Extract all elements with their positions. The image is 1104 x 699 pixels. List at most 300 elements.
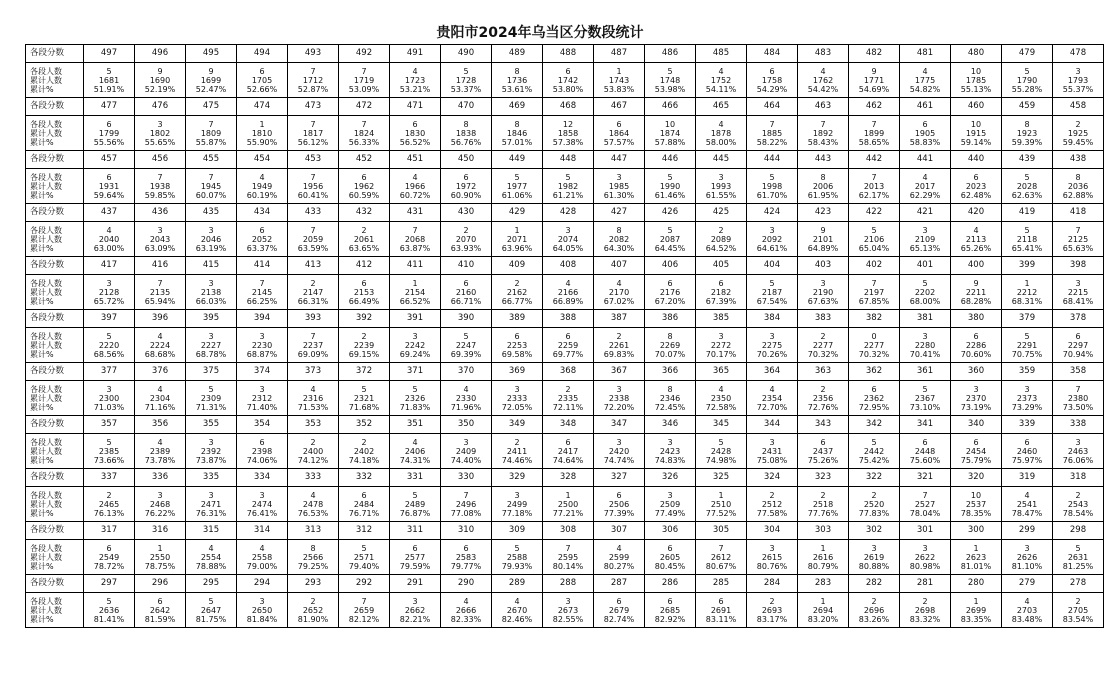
stats-cell bbox=[135, 222, 186, 257]
percent-value: 74.46% bbox=[501, 455, 533, 465]
count-value: 4 bbox=[922, 172, 928, 182]
cumulative-value: 2619 bbox=[863, 552, 885, 562]
count-value: 6 bbox=[769, 66, 775, 76]
stats-cell bbox=[849, 116, 900, 151]
stats-cell bbox=[1053, 381, 1104, 416]
count-value: 4 bbox=[157, 384, 163, 394]
stats-cell bbox=[135, 540, 186, 575]
count-value: 7 bbox=[208, 119, 214, 129]
percent-value: 79.40% bbox=[348, 561, 380, 571]
cumulative-value: 1892 bbox=[812, 128, 834, 138]
score-row-label: 各段分数 bbox=[26, 416, 84, 434]
stats-cell bbox=[849, 434, 900, 469]
cumulative-value: 2286 bbox=[965, 340, 987, 350]
stats-row bbox=[26, 116, 1104, 151]
cumulative-value: 2626 bbox=[1016, 552, 1038, 562]
cumulative-value: 1748 bbox=[659, 75, 681, 85]
cumulative-value: 2070 bbox=[455, 234, 477, 244]
percent-value: 79.93% bbox=[501, 561, 533, 571]
score-cell: 312 bbox=[339, 522, 390, 540]
score-cell: 403 bbox=[798, 257, 849, 275]
score-cell: 436 bbox=[135, 204, 186, 222]
stats-cell bbox=[951, 222, 1002, 257]
percent-value: 67.39% bbox=[705, 296, 737, 306]
count-value: 6 bbox=[259, 225, 265, 235]
count-value: 5 bbox=[208, 596, 214, 606]
stats-cell bbox=[900, 328, 951, 363]
score-cell: 284 bbox=[747, 575, 798, 593]
cumulative-value: 2652 bbox=[302, 605, 324, 615]
stats-cell bbox=[951, 116, 1002, 151]
count-value: 5 bbox=[1024, 66, 1030, 76]
cumulative-value: 1824 bbox=[353, 128, 375, 138]
count-value: 1 bbox=[412, 278, 418, 288]
score-cell: 392 bbox=[339, 310, 390, 328]
count-value: 3 bbox=[157, 225, 163, 235]
count-value: 3 bbox=[208, 331, 214, 341]
cumulative-value: 2145 bbox=[251, 287, 273, 297]
stats-cell bbox=[1002, 275, 1053, 310]
stats-cell bbox=[186, 169, 237, 204]
cumulative-value: 2068 bbox=[404, 234, 426, 244]
cumulative-value: 1705 bbox=[251, 75, 273, 85]
percent-value: 75.79% bbox=[960, 455, 992, 465]
percent-value: 75.97% bbox=[1011, 455, 1043, 465]
count-label: 各段人数 bbox=[30, 119, 62, 129]
count-value: 6 bbox=[463, 278, 469, 288]
percent-value: 73.29% bbox=[1011, 402, 1043, 412]
cumulative-value: 2694 bbox=[812, 605, 834, 615]
score-cell: 438 bbox=[1053, 151, 1104, 169]
stats-cell bbox=[594, 222, 645, 257]
cumulative-value: 2362 bbox=[863, 393, 885, 403]
count-value: 6 bbox=[361, 278, 367, 288]
cumulative-value: 1998 bbox=[761, 181, 783, 191]
score-cell: 296 bbox=[135, 575, 186, 593]
stats-cell bbox=[1002, 116, 1053, 151]
stats-cell bbox=[594, 63, 645, 98]
percent-value: 63.19% bbox=[195, 243, 227, 253]
score-cell: 474 bbox=[237, 98, 288, 116]
cumulative-value: 2253 bbox=[506, 340, 528, 350]
score-row-label: 各段分数 bbox=[26, 257, 84, 275]
count-value: 7 bbox=[871, 278, 877, 288]
count-value: 6 bbox=[667, 543, 673, 553]
score-cell: 381 bbox=[900, 310, 951, 328]
score-cell: 347 bbox=[594, 416, 645, 434]
score-cell: 418 bbox=[1053, 204, 1104, 222]
score-cell: 364 bbox=[747, 363, 798, 381]
percent-value: 74.31% bbox=[399, 455, 431, 465]
count-value: 6 bbox=[259, 437, 265, 447]
count-value: 2 bbox=[820, 490, 826, 500]
cumulative-value: 1878 bbox=[710, 128, 732, 138]
score-cell: 368 bbox=[543, 363, 594, 381]
score-cell: 370 bbox=[441, 363, 492, 381]
count-value: 1 bbox=[820, 596, 826, 606]
cumulative-value: 2061 bbox=[353, 234, 375, 244]
stats-cell bbox=[951, 434, 1002, 469]
stats-cell bbox=[543, 328, 594, 363]
score-cell: 321 bbox=[900, 469, 951, 487]
stats-cell bbox=[237, 328, 288, 363]
score-cell: 495 bbox=[186, 45, 237, 63]
percent-value: 75.42% bbox=[858, 455, 890, 465]
count-value: 5 bbox=[514, 543, 520, 553]
percent-value: 74.74% bbox=[603, 455, 635, 465]
count-value: 4 bbox=[157, 437, 163, 447]
count-value: 3 bbox=[616, 384, 622, 394]
percent-value: 72.58% bbox=[705, 402, 737, 412]
percent-value: 52.87% bbox=[297, 84, 329, 94]
cumulative-value: 2182 bbox=[710, 287, 732, 297]
cumulative-value: 2071 bbox=[506, 234, 528, 244]
cumulative-value: 2499 bbox=[506, 499, 528, 509]
stats-cell bbox=[441, 63, 492, 98]
count-value: 3 bbox=[769, 225, 775, 235]
page-title: 贵阳市2024年乌当区分数段统计 bbox=[436, 25, 644, 41]
score-row-label: 各段分数 bbox=[26, 98, 84, 116]
percent-value: 65.26% bbox=[960, 243, 992, 253]
score-header-row bbox=[26, 45, 1104, 63]
cumulative-value: 2474 bbox=[251, 499, 273, 509]
percent-value: 61.55% bbox=[705, 190, 737, 200]
score-cell: 440 bbox=[951, 151, 1002, 169]
percent-value: 71.40% bbox=[246, 402, 278, 412]
cumulative-label: 累计人数 bbox=[30, 128, 62, 138]
percent-value: 77.76% bbox=[807, 508, 839, 518]
count-value: 3 bbox=[922, 225, 928, 235]
cumulative-value: 2699 bbox=[965, 605, 987, 615]
stats-cell bbox=[492, 169, 543, 204]
percent-value: 63.37% bbox=[246, 243, 278, 253]
count-value: 6 bbox=[973, 331, 979, 341]
stats-cell bbox=[84, 116, 135, 151]
percent-value: 83.35% bbox=[960, 614, 992, 624]
stats-cell bbox=[543, 222, 594, 257]
score-cell: 401 bbox=[900, 257, 951, 275]
percent-value: 58.83% bbox=[909, 137, 941, 147]
count-value: 2 bbox=[514, 278, 520, 288]
percent-value: 54.29% bbox=[756, 84, 788, 94]
stats-cell bbox=[492, 116, 543, 151]
percent-value: 69.58% bbox=[501, 349, 533, 359]
stats-cell bbox=[747, 328, 798, 363]
count-value: 4 bbox=[463, 596, 469, 606]
count-value: 3 bbox=[106, 384, 112, 394]
stats-cell bbox=[849, 593, 900, 628]
score-cell: 430 bbox=[441, 204, 492, 222]
count-value: 1 bbox=[259, 119, 265, 129]
score-cell: 422 bbox=[849, 204, 900, 222]
count-value: 7 bbox=[565, 543, 571, 553]
count-value: 4 bbox=[922, 66, 928, 76]
stats-cell bbox=[84, 169, 135, 204]
percent-value: 71.53% bbox=[297, 402, 329, 412]
cumulative-value: 2636 bbox=[98, 605, 120, 615]
count-value: 7 bbox=[922, 490, 928, 500]
stats-row-label bbox=[26, 540, 84, 575]
cumulative-value: 2230 bbox=[251, 340, 273, 350]
cumulative-value: 2160 bbox=[455, 287, 477, 297]
stats-cell bbox=[951, 487, 1002, 522]
score-cell: 447 bbox=[594, 151, 645, 169]
cumulative-value: 2280 bbox=[914, 340, 936, 350]
count-value: 4 bbox=[616, 278, 622, 288]
cumulative-value: 2321 bbox=[353, 393, 375, 403]
percent-value: 76.22% bbox=[144, 508, 176, 518]
percent-value: 57.01% bbox=[501, 137, 533, 147]
cumulative-value: 2242 bbox=[404, 340, 426, 350]
stats-cell bbox=[288, 381, 339, 416]
count-value: 6 bbox=[565, 437, 571, 447]
stats-cell bbox=[339, 381, 390, 416]
count-value: 8 bbox=[820, 172, 826, 182]
percent-label: 累计% bbox=[30, 402, 54, 412]
cumulative-value: 2259 bbox=[557, 340, 579, 350]
count-value: 2 bbox=[310, 437, 316, 447]
score-cell: 294 bbox=[237, 575, 288, 593]
cumulative-value: 2106 bbox=[863, 234, 885, 244]
stats-cell bbox=[696, 593, 747, 628]
score-cell: 472 bbox=[339, 98, 390, 116]
count-value: 3 bbox=[157, 119, 163, 129]
stats-cell bbox=[747, 169, 798, 204]
score-cell: 297 bbox=[84, 575, 135, 593]
score-cell: 363 bbox=[798, 363, 849, 381]
cumulative-value: 2549 bbox=[98, 552, 120, 562]
cumulative-value: 1728 bbox=[455, 75, 477, 85]
percent-value: 76.06% bbox=[1062, 455, 1094, 465]
stats-cell bbox=[900, 222, 951, 257]
percent-value: 56.52% bbox=[399, 137, 431, 147]
cumulative-value: 1982 bbox=[557, 181, 579, 191]
score-cell: 290 bbox=[441, 575, 492, 593]
cumulative-value: 2411 bbox=[506, 446, 528, 456]
cumulative-value: 2309 bbox=[200, 393, 222, 403]
stats-cell bbox=[84, 63, 135, 98]
count-value: 4 bbox=[157, 331, 163, 341]
cumulative-value: 2512 bbox=[761, 499, 783, 509]
score-cell: 384 bbox=[747, 310, 798, 328]
stats-cell bbox=[696, 222, 747, 257]
percent-value: 76.71% bbox=[348, 508, 380, 518]
score-cell: 450 bbox=[441, 151, 492, 169]
stats-cell bbox=[390, 169, 441, 204]
count-label: 各段人数 bbox=[30, 543, 62, 553]
count-value: 3 bbox=[565, 225, 571, 235]
cumulative-value: 2043 bbox=[149, 234, 171, 244]
stats-cell bbox=[645, 63, 696, 98]
stats-cell bbox=[339, 275, 390, 310]
count-value: 1 bbox=[514, 225, 520, 235]
percent-value: 69.77% bbox=[552, 349, 584, 359]
percent-value: 52.47% bbox=[195, 84, 227, 94]
stats-cell bbox=[747, 487, 798, 522]
percent-value: 74.83% bbox=[654, 455, 686, 465]
percent-value: 64.89% bbox=[807, 243, 839, 253]
stats-cell bbox=[696, 381, 747, 416]
cumulative-label: 累计人数 bbox=[30, 340, 62, 350]
stats-cell bbox=[441, 116, 492, 151]
count-value: 3 bbox=[718, 331, 724, 341]
score-cell: 465 bbox=[696, 98, 747, 116]
count-value: 3 bbox=[667, 437, 673, 447]
cumulative-value: 2647 bbox=[200, 605, 222, 615]
percent-value: 81.01% bbox=[960, 561, 992, 571]
score-cell: 449 bbox=[492, 151, 543, 169]
count-value: 8 bbox=[1024, 119, 1030, 129]
stats-cell bbox=[645, 222, 696, 257]
percent-value: 82.55% bbox=[552, 614, 584, 624]
stats-cell bbox=[1053, 434, 1104, 469]
cumulative-value: 2147 bbox=[302, 287, 324, 297]
cumulative-value: 2541 bbox=[1016, 499, 1038, 509]
percent-value: 75.60% bbox=[909, 455, 941, 465]
stats-cell bbox=[543, 116, 594, 151]
cumulative-value: 2400 bbox=[302, 446, 324, 456]
percent-value: 76.53% bbox=[297, 508, 329, 518]
score-header-row bbox=[26, 151, 1104, 169]
score-cell: 494 bbox=[237, 45, 288, 63]
score-cell: 278 bbox=[1053, 575, 1104, 593]
stats-cell bbox=[237, 222, 288, 257]
percent-value: 67.85% bbox=[858, 296, 890, 306]
count-value: 8 bbox=[667, 331, 673, 341]
cumulative-value: 2304 bbox=[149, 393, 171, 403]
stats-cell bbox=[594, 487, 645, 522]
count-value: 3 bbox=[973, 384, 979, 394]
cumulative-value: 2612 bbox=[710, 552, 732, 562]
count-value: 3 bbox=[1024, 384, 1030, 394]
percent-value: 67.20% bbox=[654, 296, 686, 306]
score-cell: 394 bbox=[237, 310, 288, 328]
stats-cell bbox=[645, 169, 696, 204]
percent-value: 57.38% bbox=[552, 137, 584, 147]
count-value: 4 bbox=[106, 225, 112, 235]
score-cell: 405 bbox=[696, 257, 747, 275]
count-value: 6 bbox=[412, 119, 418, 129]
percent-value: 57.57% bbox=[603, 137, 635, 147]
stats-cell bbox=[696, 434, 747, 469]
percent-value: 65.94% bbox=[144, 296, 176, 306]
cumulative-value: 2036 bbox=[1067, 181, 1089, 191]
stats-cell bbox=[900, 275, 951, 310]
percent-value: 81.25% bbox=[1062, 561, 1094, 571]
stats-row bbox=[26, 169, 1104, 204]
percent-value: 82.12% bbox=[348, 614, 380, 624]
percent-label: 累计% bbox=[30, 296, 54, 306]
stats-cell bbox=[849, 328, 900, 363]
cumulative-value: 2275 bbox=[761, 340, 783, 350]
stats-cell bbox=[1002, 487, 1053, 522]
count-value: 5 bbox=[208, 384, 214, 394]
percent-value: 64.45% bbox=[654, 243, 686, 253]
score-cell: 454 bbox=[237, 151, 288, 169]
cumulative-value: 1775 bbox=[914, 75, 936, 85]
count-value: 7 bbox=[871, 172, 877, 182]
percent-value: 82.33% bbox=[450, 614, 482, 624]
cumulative-value: 2370 bbox=[965, 393, 987, 403]
score-cell: 279 bbox=[1002, 575, 1053, 593]
cumulative-value: 1810 bbox=[251, 128, 273, 138]
score-cell: 322 bbox=[849, 469, 900, 487]
count-value: 7 bbox=[310, 172, 316, 182]
cumulative-value: 2420 bbox=[608, 446, 630, 456]
score-cell: 486 bbox=[645, 45, 696, 63]
score-cell: 407 bbox=[594, 257, 645, 275]
count-value: 5 bbox=[412, 490, 418, 500]
score-cell: 325 bbox=[696, 469, 747, 487]
percent-value: 59.45% bbox=[1062, 137, 1094, 147]
count-value: 3 bbox=[208, 225, 214, 235]
stats-cell bbox=[441, 540, 492, 575]
percent-value: 53.98% bbox=[654, 84, 686, 94]
cumulative-value: 2478 bbox=[302, 499, 324, 509]
count-value: 9 bbox=[973, 278, 979, 288]
percent-label: 累计% bbox=[30, 561, 54, 571]
count-value: 3 bbox=[922, 331, 928, 341]
percent-value: 71.68% bbox=[348, 402, 380, 412]
cumulative-value: 2312 bbox=[251, 393, 273, 403]
percent-value: 70.41% bbox=[909, 349, 941, 359]
cumulative-value: 1690 bbox=[149, 75, 171, 85]
stats-cell bbox=[135, 116, 186, 151]
percent-value: 61.46% bbox=[654, 190, 686, 200]
cumulative-value: 2392 bbox=[200, 446, 222, 456]
count-value: 7 bbox=[259, 278, 265, 288]
count-value: 3 bbox=[412, 596, 418, 606]
count-value: 2 bbox=[616, 331, 622, 341]
score-cell: 444 bbox=[747, 151, 798, 169]
count-value: 6 bbox=[616, 119, 622, 129]
stats-cell bbox=[84, 434, 135, 469]
cumulative-value: 2550 bbox=[149, 552, 171, 562]
score-cell: 479 bbox=[1002, 45, 1053, 63]
stats-cell bbox=[288, 275, 339, 310]
stats-cell bbox=[84, 487, 135, 522]
score-cell: 345 bbox=[696, 416, 747, 434]
stats-cell bbox=[900, 487, 951, 522]
score-cell: 453 bbox=[288, 151, 339, 169]
cumulative-value: 2227 bbox=[200, 340, 222, 350]
percent-value: 81.41% bbox=[93, 614, 125, 624]
score-header-row bbox=[26, 310, 1104, 328]
score-cell: 378 bbox=[1053, 310, 1104, 328]
count-value: 6 bbox=[1024, 437, 1030, 447]
count-value: 3 bbox=[769, 331, 775, 341]
percent-value: 61.70% bbox=[756, 190, 788, 200]
percent-value: 82.46% bbox=[501, 614, 533, 624]
score-cell: 488 bbox=[543, 45, 594, 63]
cumulative-value: 2040 bbox=[98, 234, 120, 244]
count-value: 5 bbox=[1024, 172, 1030, 182]
count-value: 5 bbox=[106, 596, 112, 606]
percent-value: 78.88% bbox=[195, 561, 227, 571]
cumulative-value: 2471 bbox=[200, 499, 222, 509]
percent-value: 82.21% bbox=[399, 614, 431, 624]
stats-cell bbox=[543, 593, 594, 628]
stats-cell bbox=[645, 328, 696, 363]
percent-value: 77.49% bbox=[654, 508, 686, 518]
percent-label: 累计% bbox=[30, 243, 54, 253]
percent-value: 64.05% bbox=[552, 243, 584, 253]
stats-cell bbox=[339, 63, 390, 98]
score-cell: 415 bbox=[186, 257, 237, 275]
stats-cell bbox=[1053, 63, 1104, 98]
count-value: 9 bbox=[157, 66, 163, 76]
stats-cell bbox=[747, 63, 798, 98]
